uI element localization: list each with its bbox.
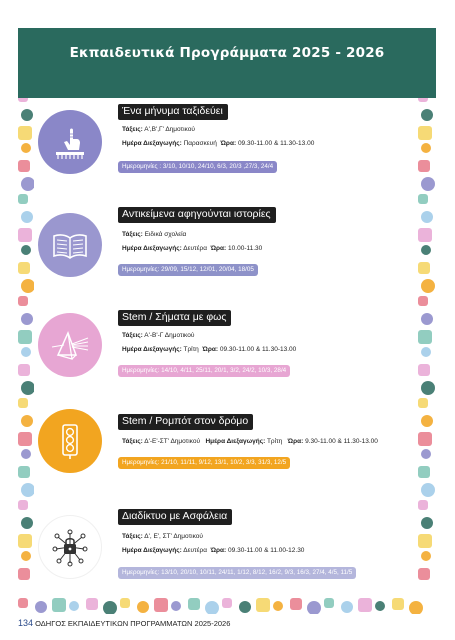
classes-line: Τάξεις: Α',Β',Γ' Δημοτικού — [122, 126, 195, 133]
pattern-tile — [21, 245, 31, 255]
footer-text: ΟΔΗΓΟΣ ΕΚΠΑΙΔΕΥΤΙΚΩΝ ΠΡΟΓΡΑΜΜΑΤΩΝ 2025-2026 — [35, 619, 231, 628]
pattern-tile — [421, 177, 435, 191]
pattern-tile — [137, 601, 149, 613]
dates-badge: Ημερομηνίες: 21/10, 11/11, 9/12, 13/1, 10/2, 3/3, 31/3, 12/5 — [118, 457, 290, 469]
pattern-tile — [290, 598, 302, 610]
pattern-tile — [324, 598, 334, 608]
pattern-tile — [21, 381, 34, 395]
pattern-tile — [18, 296, 28, 306]
pattern-tile — [18, 262, 30, 274]
pattern-tile — [421, 483, 435, 497]
pattern-tile — [418, 500, 428, 510]
pattern-tile — [21, 143, 31, 153]
section-title: Stem / Ρομπότ στον δρόμο — [118, 414, 253, 430]
pattern-tile — [418, 262, 430, 274]
program-section — [36, 414, 416, 494]
pattern-tile — [418, 296, 428, 306]
pattern-tile — [409, 601, 423, 614]
pattern-tile — [18, 194, 28, 204]
pattern-tile — [421, 109, 433, 121]
pattern-tile — [421, 313, 433, 325]
pattern-tile — [21, 449, 31, 459]
pattern-tile — [18, 364, 30, 376]
pattern-tile — [222, 598, 232, 608]
pattern-tile — [421, 211, 433, 223]
pattern-tile — [21, 313, 33, 325]
pattern-tile — [18, 500, 28, 510]
pattern-tile — [103, 601, 117, 614]
pattern-tile — [21, 279, 34, 293]
pattern-tile — [421, 143, 431, 153]
decorative-pattern-left — [18, 92, 34, 612]
dates-badge: Ημερομηνίες: 29/09, 15/12, 12/01, 20/04, 18/05 — [118, 264, 258, 276]
page-number: 134 — [18, 618, 34, 628]
decorative-pattern-right — [418, 92, 436, 612]
pattern-tile — [418, 194, 428, 204]
pattern-tile — [256, 598, 270, 612]
network-lock-icon — [38, 515, 102, 579]
finger-tap-icon — [38, 110, 102, 174]
classes-line: Τάξεις: Δ', Ε', ΣΤ' Δημοτικού — [122, 533, 203, 540]
pattern-tile — [418, 466, 430, 478]
program-section — [36, 207, 416, 287]
pattern-tile — [120, 598, 130, 608]
pattern-tile — [21, 211, 33, 223]
decorative-pattern-bottom — [18, 598, 436, 614]
pattern-tile — [154, 598, 168, 612]
pattern-tile — [18, 598, 28, 608]
pattern-tile — [52, 598, 66, 612]
pattern-tile — [341, 601, 353, 613]
pattern-tile — [418, 398, 428, 408]
pattern-tile — [69, 601, 79, 611]
pattern-tile — [421, 517, 433, 529]
pattern-tile — [18, 330, 32, 344]
schedule-line: Ημέρα Διεξαγωγής: Παρασκευή Ώρα: 09.30-11.00 & 11.30-13.00 — [122, 140, 315, 147]
pattern-tile — [21, 415, 33, 427]
schedule-line: Ημέρα Διεξαγωγής: Δευτέρα Ώρα: 10.00-11.30 — [122, 245, 263, 252]
pattern-tile — [188, 598, 200, 610]
pattern-tile — [18, 160, 30, 172]
pattern-tile — [21, 177, 34, 191]
schedule-line: Ημέρα Διεξαγωγής: Δευτέρα Ώρα: 09.30-11.00 & 11.00-12.30 — [122, 547, 305, 554]
pattern-tile — [421, 347, 431, 357]
prism-light-icon — [38, 313, 102, 377]
pattern-tile — [418, 364, 430, 376]
pattern-tile — [18, 534, 32, 548]
pattern-tile — [421, 415, 433, 427]
pattern-tile — [418, 228, 432, 242]
pattern-tile — [21, 551, 31, 561]
pattern-tile — [18, 398, 28, 408]
pattern-tile — [239, 601, 251, 613]
dates-badge: Ημερομηνίες: 13/10, 20/10, 10/11, 24/11, 1/12, 8/12, 16/2, 9/3, 16/3, 27/4, 4/5, 11/5 — [118, 567, 356, 579]
pattern-tile — [18, 568, 30, 580]
pattern-tile — [86, 598, 98, 610]
section-title: Αντικείμενα αφηγούνται ιστορίες — [118, 207, 276, 223]
pattern-tile — [307, 601, 321, 614]
pattern-tile — [18, 228, 32, 242]
pattern-tile — [21, 109, 33, 121]
pattern-tile — [421, 381, 435, 395]
pattern-tile — [421, 279, 435, 293]
pattern-tile — [358, 598, 372, 612]
pattern-tile — [418, 534, 432, 548]
classes-line: Τάξεις: Α'-Β'-Γ Δημοτικού — [122, 332, 195, 339]
pattern-tile — [21, 347, 31, 357]
schedule-line: Ημέρα Διεξαγωγής: Τρίτη Ώρα: 09.30-11.00 & 11.30-13.00 — [122, 346, 297, 353]
pattern-tile — [171, 601, 181, 611]
dates-badge: Ημερομηνίες : 3/10, 10/10, 24/10, 6/3, 20/3 ,27/3, 24/4 — [118, 161, 277, 173]
page-title: Εκπαιδευτικά Προγράμματα 2025 - 2026 — [69, 45, 385, 61]
pattern-tile — [421, 449, 431, 459]
pattern-tile — [418, 568, 430, 580]
classes-line: Τάξεις: Ειδικά σχολεία — [122, 231, 187, 238]
program-section — [36, 509, 416, 589]
pattern-tile — [18, 126, 32, 140]
pattern-tile — [418, 126, 432, 140]
pattern-tile — [392, 598, 404, 610]
section-title: Ένα μήνυμα ταξιδεύει — [118, 104, 228, 120]
section-title: Stem / Σήματα με φως — [118, 310, 231, 326]
pattern-tile — [21, 483, 34, 497]
page-footer — [18, 618, 230, 628]
pattern-tile — [21, 517, 33, 529]
pattern-tile — [205, 601, 219, 614]
pattern-tile — [421, 551, 431, 561]
schedule-line: Τάξεις: Δ'-Ε'-ΣΤ' Δημοτικού Ημέρα Διεξαγωγής: Τρίτη Ώρα: 9.30-11.00 & 11.30-13.00 — [122, 438, 378, 445]
pattern-tile — [418, 160, 430, 172]
pattern-tile — [35, 601, 47, 613]
program-section — [36, 310, 416, 390]
pattern-tile — [273, 601, 283, 611]
open-book-icon — [38, 213, 102, 277]
pattern-tile — [18, 432, 32, 446]
pattern-tile — [375, 601, 385, 611]
traffic-light-icon — [38, 409, 102, 473]
pattern-tile — [421, 245, 431, 255]
pattern-tile — [418, 330, 432, 344]
section-title: Διαδίκτυο με Ασφάλεια — [118, 509, 232, 525]
pattern-tile — [18, 466, 30, 478]
dates-badge: Ημερομηνίες: 14/10, 4/11, 25/11, 20/1, 3/2, 24/2, 10/3, 28/4 — [118, 365, 290, 377]
program-section — [36, 104, 416, 184]
pattern-tile — [418, 432, 432, 446]
